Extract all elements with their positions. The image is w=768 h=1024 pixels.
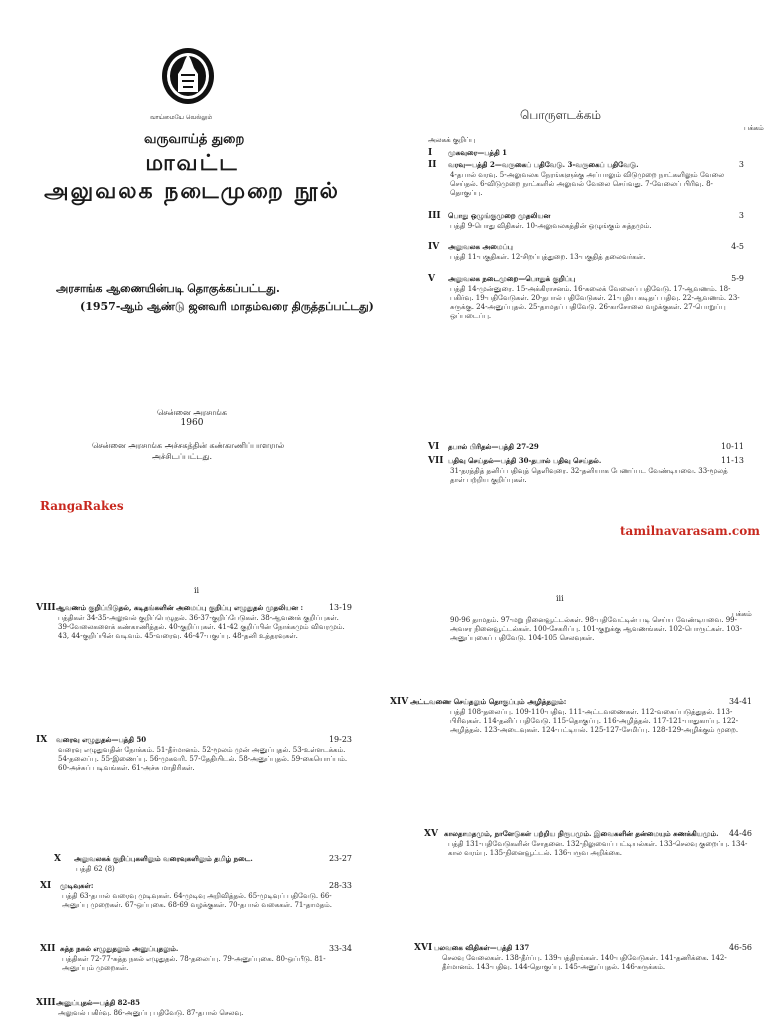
chapter-summary: பத்தி 62 (8) — [76, 865, 115, 873]
toc-entry — [428, 160, 744, 198]
press-line-1: சென்னை அரசாங்க அச்சகத்தின் கண்காணிப்பாளரால் — [92, 441, 285, 450]
chapter-heading: பதிவு செய்தல்—பத்தி 30-தபால் பதிவு செய்தல். — [448, 456, 602, 465]
press-line-2: அச்சிடப்பட்டது. — [152, 452, 213, 461]
chapter-number: VII — [428, 456, 444, 466]
watermark-right: tamilnavarasam.com — [620, 524, 760, 538]
chapter-summary: பத்தி 14-முன்னுரை. 15-அக்கிராசனம். 16-கலைக் வேலைப் பதிவேடு. 17-ஆவணம். 18-பகிர்வு. 19-பதிவேடுகள். 20-தபால் பதிவேடுகள். 21-புதிய கடிதப் பதிவு. 22-ஆவணம். 23-சுருக்கு. 24-அனுப்புதல். 25-தாமதப் பதிவேடு. 26-காசோலை வழக்குகள். 27-பொறுப்பு ஒப்படைப்பு. — [450, 285, 740, 320]
chapter-number: III — [428, 211, 441, 221]
chapter-summary: அலுவல் பகிர்வு. 86-அனுப்பு பதிவேடு. 87-தபால் செலவு. — [58, 1009, 244, 1017]
chapter-summary: பத்தி 11-பகுதிகள். 12-சிறப்புத்துறை. 13-பகுதித் தலைவர்கள். — [450, 253, 646, 261]
chapter-heading: முடிவுகள்: — [60, 881, 94, 890]
title-line-2: அலுவலக நடைமுறை நூல் — [44, 178, 340, 204]
watermark-left: RangaRakes — [40, 499, 124, 513]
page-range: 33-34 — [328, 944, 352, 953]
contents-page — [384, 0, 768, 538]
chapter-summary: வரைவு எழுதுவதின் நோக்கம். 51-தீர்மானம். 52-மூலம் முன் அனுப்புதல். 53-உள்ளடக்கம். 54-தலைப்பு. 55-இணைப்பு. 56-முகவரி. 57-தேதியிடல். 58-அனுப்புதல். 59-கையொப்பம். 60-அச்சுப் படிவங்கள். 61-அச்சு மாதிரிகள். — [58, 746, 348, 772]
page-range: 28-33 — [328, 881, 352, 890]
toc-entry — [36, 735, 352, 773]
state-emblem-icon — [148, 44, 228, 114]
toc-entry — [40, 944, 352, 973]
toc-entry — [390, 697, 752, 735]
toc-entry — [428, 442, 744, 452]
chapter-summary: 31-தரத்தித் தனிப் பதிவுத் தெளிவுரை. 32-தனியாக பேணப்பட வேண்டியவை. 33-மூலத் தாள் பற்றிய குறிப்புகள். — [450, 467, 728, 484]
page-range: 5-9 — [731, 274, 744, 283]
page-range: 44-46 — [728, 829, 752, 838]
chapter-number: X — [54, 854, 61, 864]
chapter-heading: முகவுரை—பத்தி 1 — [448, 148, 508, 157]
chapter-number: XIV — [390, 697, 409, 707]
page-range: 3 — [738, 211, 744, 220]
press-credit — [92, 440, 284, 462]
chapter-heading: அனுப்புதல்—பத்தி 82-85 — [56, 998, 141, 1007]
government-order: அரசாங்க ஆணையின்படி தொகுக்கப்பட்டது. — [56, 282, 280, 295]
chapter-number: IV — [428, 242, 440, 252]
chapter-number: XII — [40, 944, 56, 954]
chapter-heading: அலுவலகக் குறிப்புகளிலும் வரைவுகளிலும் தமிழ் நடை. — [74, 854, 253, 863]
toc-entry — [424, 829, 752, 858]
chapter-summary: பத்தி 63-தபால் வரைவு முடிவுகள். 64-முடிவு அறிவித்தல். 65-முடிவுப் பதிவேடு. 66-அனுப்பு முறைகள். 67-ஒப்புகை. 68-69 வழக்குகள். 70-தபால் வகைகள். 71-தாமதம். — [62, 892, 333, 909]
emblem-caption: வாய்மையே வெல்லும் — [150, 114, 213, 121]
chapter-heading: வரவு—பத்தி 2—வருகைப் பதிவேடு. 3-வருகைப் பதிவேடு. — [448, 160, 639, 169]
chapter-number: V — [428, 274, 435, 284]
cover-page — [0, 0, 384, 512]
page-number: ii — [194, 586, 200, 595]
page-range: 3 — [738, 160, 744, 169]
page-column-label: பக்கம் — [732, 610, 752, 618]
chapter-heading: பலவகை விதிகள்—பத்தி 137 — [434, 943, 530, 952]
chapter-heading: சுத்த நகல் எழுதுதலும் அனுப்புதலும். — [60, 944, 179, 953]
chapter-number: VIII — [36, 603, 56, 613]
chapter-heading: அலுவலக நடைமுறை—பொதுக் குறிப்பு — [448, 274, 576, 283]
chapter-summary: செலவு வேலைகள். 138-தீர்ப்பு. 139-பத்திரங்கள். 140-பதிவேடுகள். 141-தணிக்கை. 142-தீர்மானம். 143-பதிவு. 144-தொகுப்பு. 145-அனுப்புதல். 146-சுருக்கம். — [442, 954, 727, 971]
toc-entry — [36, 998, 352, 1018]
toc-entry — [428, 148, 744, 158]
chapter-number: XV — [424, 829, 438, 839]
chapter-summary: பத்தி 108-தலைப்பு. 109-110-பதிவு. 111-அட்டவணைகள். 112-வகைப்படுத்துதல். 113-பிரிவுகள். 114-தனிப் பதிவேடு. 115-தொகுப்பு. 116-அழித்தல். 117-121-பாதுகாப்பு. 122-அழித்தல். 123-அடைவுகள். 124-பட்டியல். 125-127-சேமிப்பு. 128-129-அழிக்கும் முறை. — [450, 708, 739, 734]
chapter-summary: பத்திகள் 72-77-சுத்த நகல் எழுதுதல். 78-தலைப்பு. 79-அனுப்புகை. 80-ஒப்பீடு. 81-அனுப்பும் முறைகள். — [62, 955, 326, 972]
chapter-number: II — [428, 160, 437, 170]
page-range: 4-5 — [731, 242, 744, 251]
chapter-heading: அலுவலக அமைப்பு — [448, 242, 513, 251]
page-range: 46-56 — [728, 943, 752, 952]
chapter-heading: வரைவு எழுதுதல்—பத்தி 50 — [56, 735, 147, 744]
column-label: அலகக் குறிப்பு — [428, 136, 476, 144]
chapter-number: XI — [40, 881, 52, 891]
page-range: 34-41 — [728, 697, 752, 706]
page-number: iii — [556, 594, 564, 603]
page-range: 19-23 — [328, 735, 352, 744]
chapter-heading: ஆவணம் குறிப்பிடுதல், கடிதங்களின் அமைப்பு குறிப்பு எழுதுதல் முதலியன : — [56, 603, 304, 612]
chapter-summary: பத்தி 9-பொது விதிகள். 10-அலுவலகத்தின் ஒழுங்கும் சுத்தமும். — [450, 222, 652, 230]
publisher: சென்னை அரசாங்க — [156, 408, 228, 417]
page-column-label: பக்கம் — [744, 124, 764, 132]
contents-page-ii — [0, 512, 384, 1024]
page-range: 13-19 — [328, 603, 352, 612]
chapter-number: XIII — [36, 998, 56, 1008]
page-range: 10-11 — [720, 442, 744, 451]
toc-entry — [428, 242, 744, 262]
title-line-1: மாவட்ட — [145, 150, 239, 176]
chapter-heading: பொது ஒழுங்குமுறை முதலியன — [448, 211, 551, 220]
toc-entry — [428, 274, 744, 321]
chapter-number: IX — [36, 735, 48, 745]
contents-heading: பொருளடக்கம் — [520, 108, 602, 122]
toc-entry — [414, 943, 752, 972]
chapter-heading: தபால் பிரிதல்—பத்தி 27-29 — [448, 442, 539, 451]
toc-entry — [428, 211, 744, 231]
chapter-number: VI — [428, 442, 440, 452]
toc-entry — [40, 881, 352, 910]
chapter-heading: காலதாமதமும், நாளேடுகள் பற்றிய நிரூபமும். இவைகளின் தன்மையும் சுணக்கியமும். — [444, 829, 719, 838]
page-range: 23-27 — [328, 854, 352, 863]
page-range: 11-13 — [720, 456, 744, 465]
toc-entry — [432, 615, 752, 643]
chapter-number: I — [428, 148, 433, 158]
chapter-summary: பத்தி 131-பதிவேடுகளின் சோதனை. 132-நிலுவைப் பட்டியல்கள். 133-செலவு குறைப்பு. 134-கால வரம்பு. 135-நினைவூட்டல். 136-பருவ அறிக்கை. — [448, 840, 748, 857]
chapter-summary: பத்திகள் 34-35-அலுவல் குறிப்பெழுதல். 36-37-குறிப்பேடுகள். 38-ஆவணக் குறிப்புகள். 39-வேலைகளைக் கண்காணித்தல். 40-குறிப்புகள். 41-42 குறிப்பின் நோக்கமும் விவரமும். 43, 44-குறிப்பின் வடிவம். 45-வரைவு. 46-47-பகுப்பு. 48-தனி உத்தரவுகள். — [58, 614, 345, 640]
toc-entry — [36, 603, 352, 641]
toc-entry — [428, 456, 744, 485]
chapter-number: XVI — [414, 943, 433, 953]
revision-note: (1957-ஆம் ஆண்டு ஜனவரி மாதம்வரை திருத்தப்பட்டது) — [80, 300, 374, 313]
contents-page-iii — [384, 512, 768, 1024]
chapter-summary: 90-96 தாமதம். 97-மறு நினைவூட்டல்கள். 98-பதிவேட்டின் படி செய்ய வேண்டியவை. 99-அவசர நினைவூட்டல்கள். 100-சேகரிப்பு. 101-குறுக்கு ஆவணங்கள். 102-பொருட்கள். 103-அனுப்புகைப் பதிவேடு. 104-105 செலவுகள். — [450, 616, 742, 642]
chapter-heading: அட்டவணை செய்தலும் தொகுப்பும் அழித்தலும்: — [410, 697, 567, 706]
toc-entry — [54, 854, 352, 874]
chapter-summary: 4-தபால் வரவு. 5-அலுவலக நேரங்களுக்கு அப்பாலும் விடுமுறை நாட்களிலும் வேலை செய்தல். 6-விடுமுறை நாட்களில் அலுவல் வேலை செய்வது. 7-வேலைப் பிரிவு. 8-தொகுப்பு. — [450, 171, 724, 197]
department-name: வருவாய்த் துறை — [144, 132, 245, 147]
publication-year: 1960 — [180, 418, 204, 428]
